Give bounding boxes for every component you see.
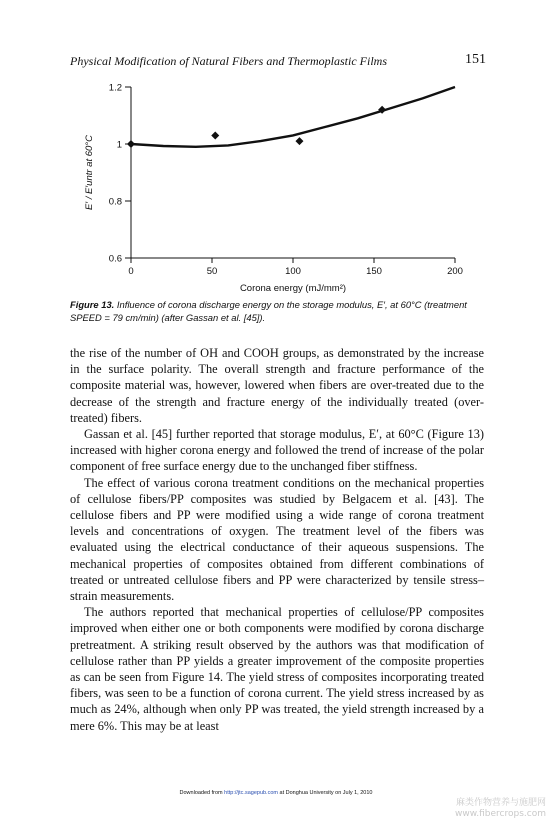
paragraph-3: The effect of various corona treatment conditions on the mechanical properties of cellulose fibers/PP composites was studied by Belgacem et al. [43]. The cellulose fibers and PP were modified using a wide range of corona treatment levels and concentrations of oxygen. The treatment level of the fibers was evaluated using the electrical conductance of their aqueous suspensions. The mechanical properties of composites obtained from different combinations of treated or untreated cellulose fibers and PP were characterized by tensile stress–strain measurements. [70, 475, 484, 604]
x-axis-label: Corona energy (mJ/mm²) [239, 283, 347, 294]
fit-curve [131, 87, 455, 147]
y-tick-label: 1 [116, 139, 122, 151]
x-tick-label: 0 [128, 266, 134, 277]
watermark [455, 798, 546, 820]
y-tick-label: 1.2 [108, 82, 122, 94]
footer-link[interactable]: http://jtc.sagepub.com [224, 790, 278, 796]
body-text [70, 345, 484, 734]
watermark-line-2: www.fibercrops.com [455, 809, 546, 819]
paragraph-1: the rise of the number of OH and COOH groups, as demonstrated by the increase in the surface polarity. The overall strength and fracture performance of the composite material was, however, lowered when fibers are over-treated due to the decrease of the strength and fracture energy of the individually treated (over-treated) fibers. [70, 346, 484, 425]
caption-label: Figure 13. [70, 299, 115, 310]
running-title: Physical Modification of Natural Fibers and Thermoplastic Films [70, 54, 387, 68]
figure-13-chart [0, 0, 552, 300]
y-axis-label: E′ / E′untr at 60°C [84, 135, 95, 210]
x-tick-label: 150 [366, 266, 382, 277]
footer-prefix: Downloaded from [179, 790, 225, 796]
x-tick-label: 200 [447, 266, 463, 277]
figure-caption [70, 298, 488, 324]
paragraph-2: Gassan et al. [45] further reported that storage modulus, E′, at 60°C (Figure 13) increased with higher corona energy and followed the trend of increase of the polar component of free surface energy due to the unchanged fiber stiffness. [70, 427, 484, 474]
data-point [211, 131, 219, 139]
data-point [127, 140, 135, 148]
y-tick-label: 0.8 [108, 196, 122, 208]
page-number: 151 [465, 52, 486, 67]
y-tick-label: 0.6 [108, 253, 122, 265]
x-tick-label: 50 [206, 266, 218, 277]
footer-suffix: at Donghua University on July 1, 2010 [277, 790, 373, 796]
caption-text: Influence of corona discharge energy on the storage modulus, E′, at 60°C (treatment SPEED = 79 cm/min) (after Gassan et al. [45]). [70, 299, 467, 323]
paragraph-4: The authors reported that mechanical properties of cellulose/PP composites improved when either one or both components were modified by corona discharge pretreatment. A striking result observed by the authors was that modification of cellulose rather than PP yields a greater improvement of the composite properties as can be seen from Figure 14. The yield stress of composites incorporating treated fibers, was seen to be a function of corona current. The yield stress increased by as much as 24%, although when only PP was treated, the yield strength increased by a mere 6%. This may be at least [70, 605, 484, 733]
x-tick-label: 100 [285, 266, 301, 277]
download-footer [0, 790, 552, 796]
watermark-line-1: 麻类作物营养与施肥网 [455, 798, 546, 808]
data-point [295, 137, 303, 145]
